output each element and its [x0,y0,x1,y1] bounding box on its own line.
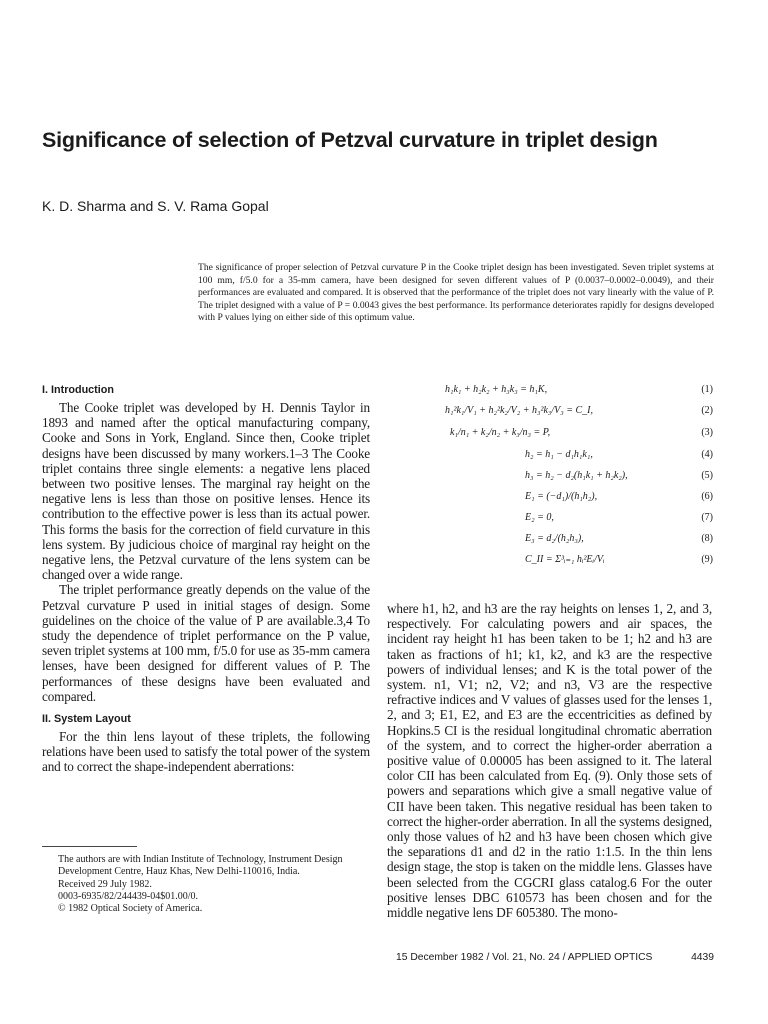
equation-number: (7) [701,512,713,523]
equation-number: (5) [701,470,713,481]
equation-number: (1) [701,384,713,395]
received-date: Received 29 July 1982. [58,878,152,890]
equation-expression: E₁ = (−d₁)/(h₁h₂), [525,491,598,502]
equation-expression: C_II = Σ³ᵢ₌₁ hᵢ²Eᵢ/Vᵢ [525,554,605,565]
author-list: K. D. Sharma and S. V. Rama Gopal [42,198,269,214]
equation-row [445,401,715,423]
equation-number: (9) [701,554,713,565]
equation-block [445,380,715,572]
introduction-paragraph-2: The triplet performance greatly depends on the value of the Petzval curvature P used in initial stages of design. Some guidelines on the choice of the value of P are available.3,4 To study the dependence of triplet performance on the P value, seven triplet systems at 100 mm, f/5.0 for use as 35-mm camera lenses, have been designed for different values of P. The performances of these designs have been evaluated and compared. [42,582,370,704]
system-layout-paragraph: For the thin lens layout of these triplets, the following relations have been used to satisfy the total power of the system and to correct the shape-independent aberrations: [42,729,370,775]
page-footer [396,952,714,963]
equation-row [445,445,715,466]
equation-expression: E₂ = 0, [525,512,554,523]
footnote-divider [42,846,137,847]
equation-expression: h₁²k₁/V₁ + h₂²k₂/V₂ + h₃²k₃/V₃ = C_I, [445,405,594,416]
introduction-paragraph-1: The Cooke triplet was developed by H. Dennis Taylor in 1893 and named after the optical manufacturing company, Cooke and Sons in York, England. Since then, Cooke triplet designs have been discussed by many workers.1–3 The Cooke triplet contains three single elements: a negative lens placed between two positive lenses. The marginal ray height on the negative lens is less than those on positive lenses. Hence its contribution to the effective power is less than its actual power. This forms the basis for the correction of field curvature in this lens system. By judicious choice of marginal ray height on the negative lens, the Petzval curvature of the lens system can be changed over a wide range. [42,400,370,583]
copyright-notice: © 1982 Optical Society of America. [58,903,203,915]
equation-number: (3) [701,427,713,438]
section-heading-system-layout: II. System Layout [42,713,131,726]
section-heading-introduction: I. Introduction [42,384,114,396]
equation-number: (8) [701,533,713,544]
footnote [58,854,370,915]
abstract: The significance of proper selection of Petzval curvature P in the Cooke triplet design has been investigated. Seven triplet systems at 100 mm, f/5.0 for a 35-mm camera, have been designed for seven different values of P (0.0037–0.0002–0.0049), and their performances are evaluated and compared. It is observed that the performance of the triplet does not vary linearly with the value of P. The triplet designed with a value of P = 0.0043 gives the best performance. Its performance deteriorates rapidly for designs developed with P values lying on either side of this optimum value. [198,262,714,323]
equation-expression: h₃ = h₂ − d₂(h₁k₁ + h₂k₂), [525,470,628,481]
journal-citation: 15 December 1982 / Vol. 21, No. 24 / APPLIED OPTICS [396,952,653,963]
equation-number: (4) [701,449,713,460]
article-code: 0003-6935/82/244439-04$01.00/0. [58,890,198,902]
equation-row [445,466,715,487]
page-number: 4439 [691,952,714,963]
equation-row [445,380,715,401]
author-affiliation: The authors are with Indian Institute of Technology, Instrument Design Development Centre, Hauz Khas, New Delhi-110016, India. [58,854,343,878]
equation-row [445,529,715,550]
equation-row [445,487,715,508]
equation-expression: k₁/n₁ + k₂/n₂ + k₃/n₃ = P, [450,427,551,438]
equation-row [445,423,715,445]
equation-number: (2) [701,405,713,416]
equation-row [445,550,715,572]
equation-expression: h₂ = h₁ − d₁h₁k₁, [525,449,593,460]
equation-expression: E₃ = d₂/(h₂h₃), [525,533,584,544]
right-column [387,601,712,920]
right-column-paragraph: where h1, h2, and h3 are the ray heights on lenses 1, 2, and 3, respectively. For calculating powers and air spaces, the incident ray height h1 has been taken to be 1; h2 and h3 are taken as fractions of h1; k1, k2, and k3 are the respective powers of individual lenses; and K is the total power of the system. n1, V1; n2, V2; and n3, V3 are the respective refractive indices and V values of glasses used for the lenses 1, 2, and 3; E1, E2, and E3 are the eccentricities as defined by Hopkins.5 CI is the residual longitudinal chromatic aberration of the system, and to correct the higher-order aberration a positive value of 0.00005 has been assigned to it. The lateral color CII has been calculated from Eq. (9). Only those sets of powers and separations which give a small negative value of CII have been taken. This negative residual has been taken to correct the higher-order aberration. In all the systems designed, only those values of h2 and h3 have been chosen which give the separations d1 and d2 in the ratio 1:1.5. In the thin lens design stage, the stop is taken on the middle lens. Glasses have been selected from the CGCRI glass catalog.6 For the outer positive lenses DBC 610573 has been chosen and for the middle negative lens DF 605380. The mono- [387,601,712,921]
equation-row [445,508,715,529]
paper-title: Significance of selection of Petzval curvature in triplet design [42,128,658,152]
equation-expression: h₁k₁ + h₂k₂ + h₃k₃ = h₁K, [445,384,548,395]
left-column [42,384,370,775]
equation-number: (6) [701,491,713,502]
